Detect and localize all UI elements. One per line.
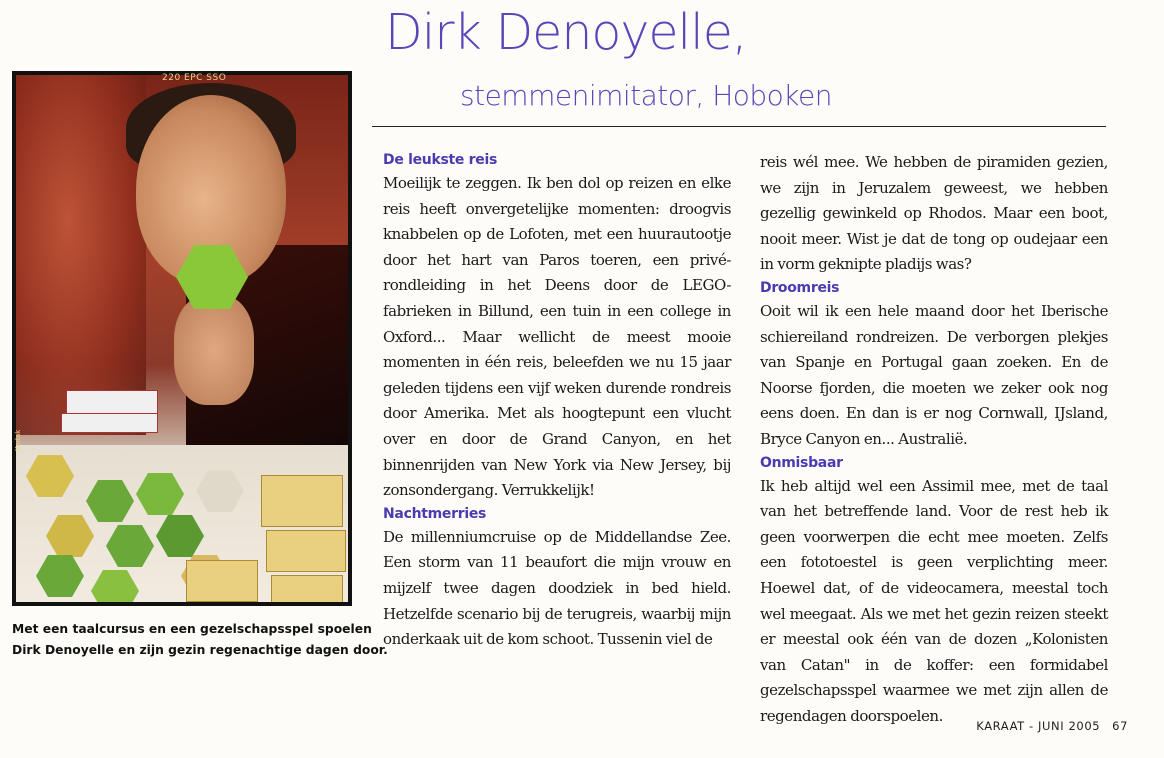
photo-game-card [271, 575, 343, 602]
photo-game-box [61, 413, 158, 433]
heading-leukste-reis: De leukste reis [383, 152, 497, 168]
photo-side-mark: Kodak [14, 429, 22, 451]
heading-droomreis: Droomreis [760, 279, 840, 296]
publication-info: KARAAT - JUNI 2005 [976, 719, 1101, 733]
heading-nachtmerries: Nachtmerries [383, 505, 487, 522]
photo-game-card [261, 475, 343, 527]
photo-scene [16, 75, 348, 602]
column-left [383, 150, 731, 653]
text-leukste-reis: Moeilijk te zeggen. Ik ben dol op reizen en elke reis heeft onvergetelijke momenten: droogvis knabbelen op de Lofoten, met een huurautootje door het hart van Paros toeren, een privé-rondleiding in het Deens door de LEGO-fabrieken in Billund, een tuin in een college in Oxford... Maar wellicht de meest mooie momenten in één reis, beleefden we nu 15 jaar geleden tijdens een vijf weken durende rondreis door Amerika. Met als hoogtepunt een vlucht over en door de Grand Canyon, en het binnenrijden van New York via New Jersey, bij zonsondergang. Verrukkelijk! [383, 174, 731, 500]
text-nachtmerries: De millenniumcruise op de Middellandse Zee. Een storm van 11 beaufort die mijn vrouw en mijzelf twee dagen doodziek in bed hield. Hetzelfde scenario bij de terugreis, waarbij mijn onderkaak uit de kom schoot. Tussenin viel de [383, 527, 731, 649]
text-onmisbaar: Ik heb altijd wel een Assimil mee, met de taal van het betreffende land. Voor de rest heb ik geen voorwerpen die echt mee moeten. Zelfs een fototoestel is geen verplichting meer. Hoewel dat, of de videocamera, meestal toch wel meegaat. Als we met het gezin reizen steekt er meestal ook één van de dozen „Kolonisten van Catan" in de koffer: een formidabel gezelschapsspel waarmee we met zijn allen de regendagen doorspoelen. [760, 476, 1108, 725]
page-number: 67 [1112, 719, 1128, 733]
article-title: Dirk Denoyelle, [385, 4, 747, 61]
photo-game-card [186, 560, 258, 602]
caption-line-1: Met een taalcursus en een gezelschapsspel spoelen [12, 622, 372, 636]
photo-caption [12, 619, 388, 661]
page-footer [976, 719, 1128, 733]
portrait-photo [12, 71, 352, 606]
photo-game-card [266, 530, 346, 572]
text-droomreis: Ooit wil ik een hele maand door het Iberische schiereiland rondreizen. De verborgen plekjes van Spanje en Portugal gaan zoeken. En de Noorse fjorden, die moeten we zeker ook nog eens doen. En dan is er nog Cornwall, IJsland, Bryce Canyon en... Australië. [760, 301, 1108, 448]
article-subtitle: stemmenimitator, Hoboken [460, 79, 832, 112]
heading-onmisbaar: Onmisbaar [760, 454, 843, 471]
column-right [760, 150, 1108, 729]
text-nachtmerries-continued: reis wél mee. We hebben de piramiden gezien, we zijn in Jeruzalem geweest, we hebben gezellig gewinkeld op Rhodos. Maar een boot, nooit meer. Wist je dat de tong op oudejaar een in vorm geknipte pladijs was? [760, 153, 1108, 274]
photo-film-stamp: 220 EPC SSO [162, 73, 227, 83]
title-rule [372, 126, 1106, 127]
photo-person-hand [174, 295, 254, 405]
photo-game-box [66, 390, 158, 414]
caption-line-2: Dirk Denoyelle en zijn gezin regenachtige dagen door. [12, 643, 388, 657]
